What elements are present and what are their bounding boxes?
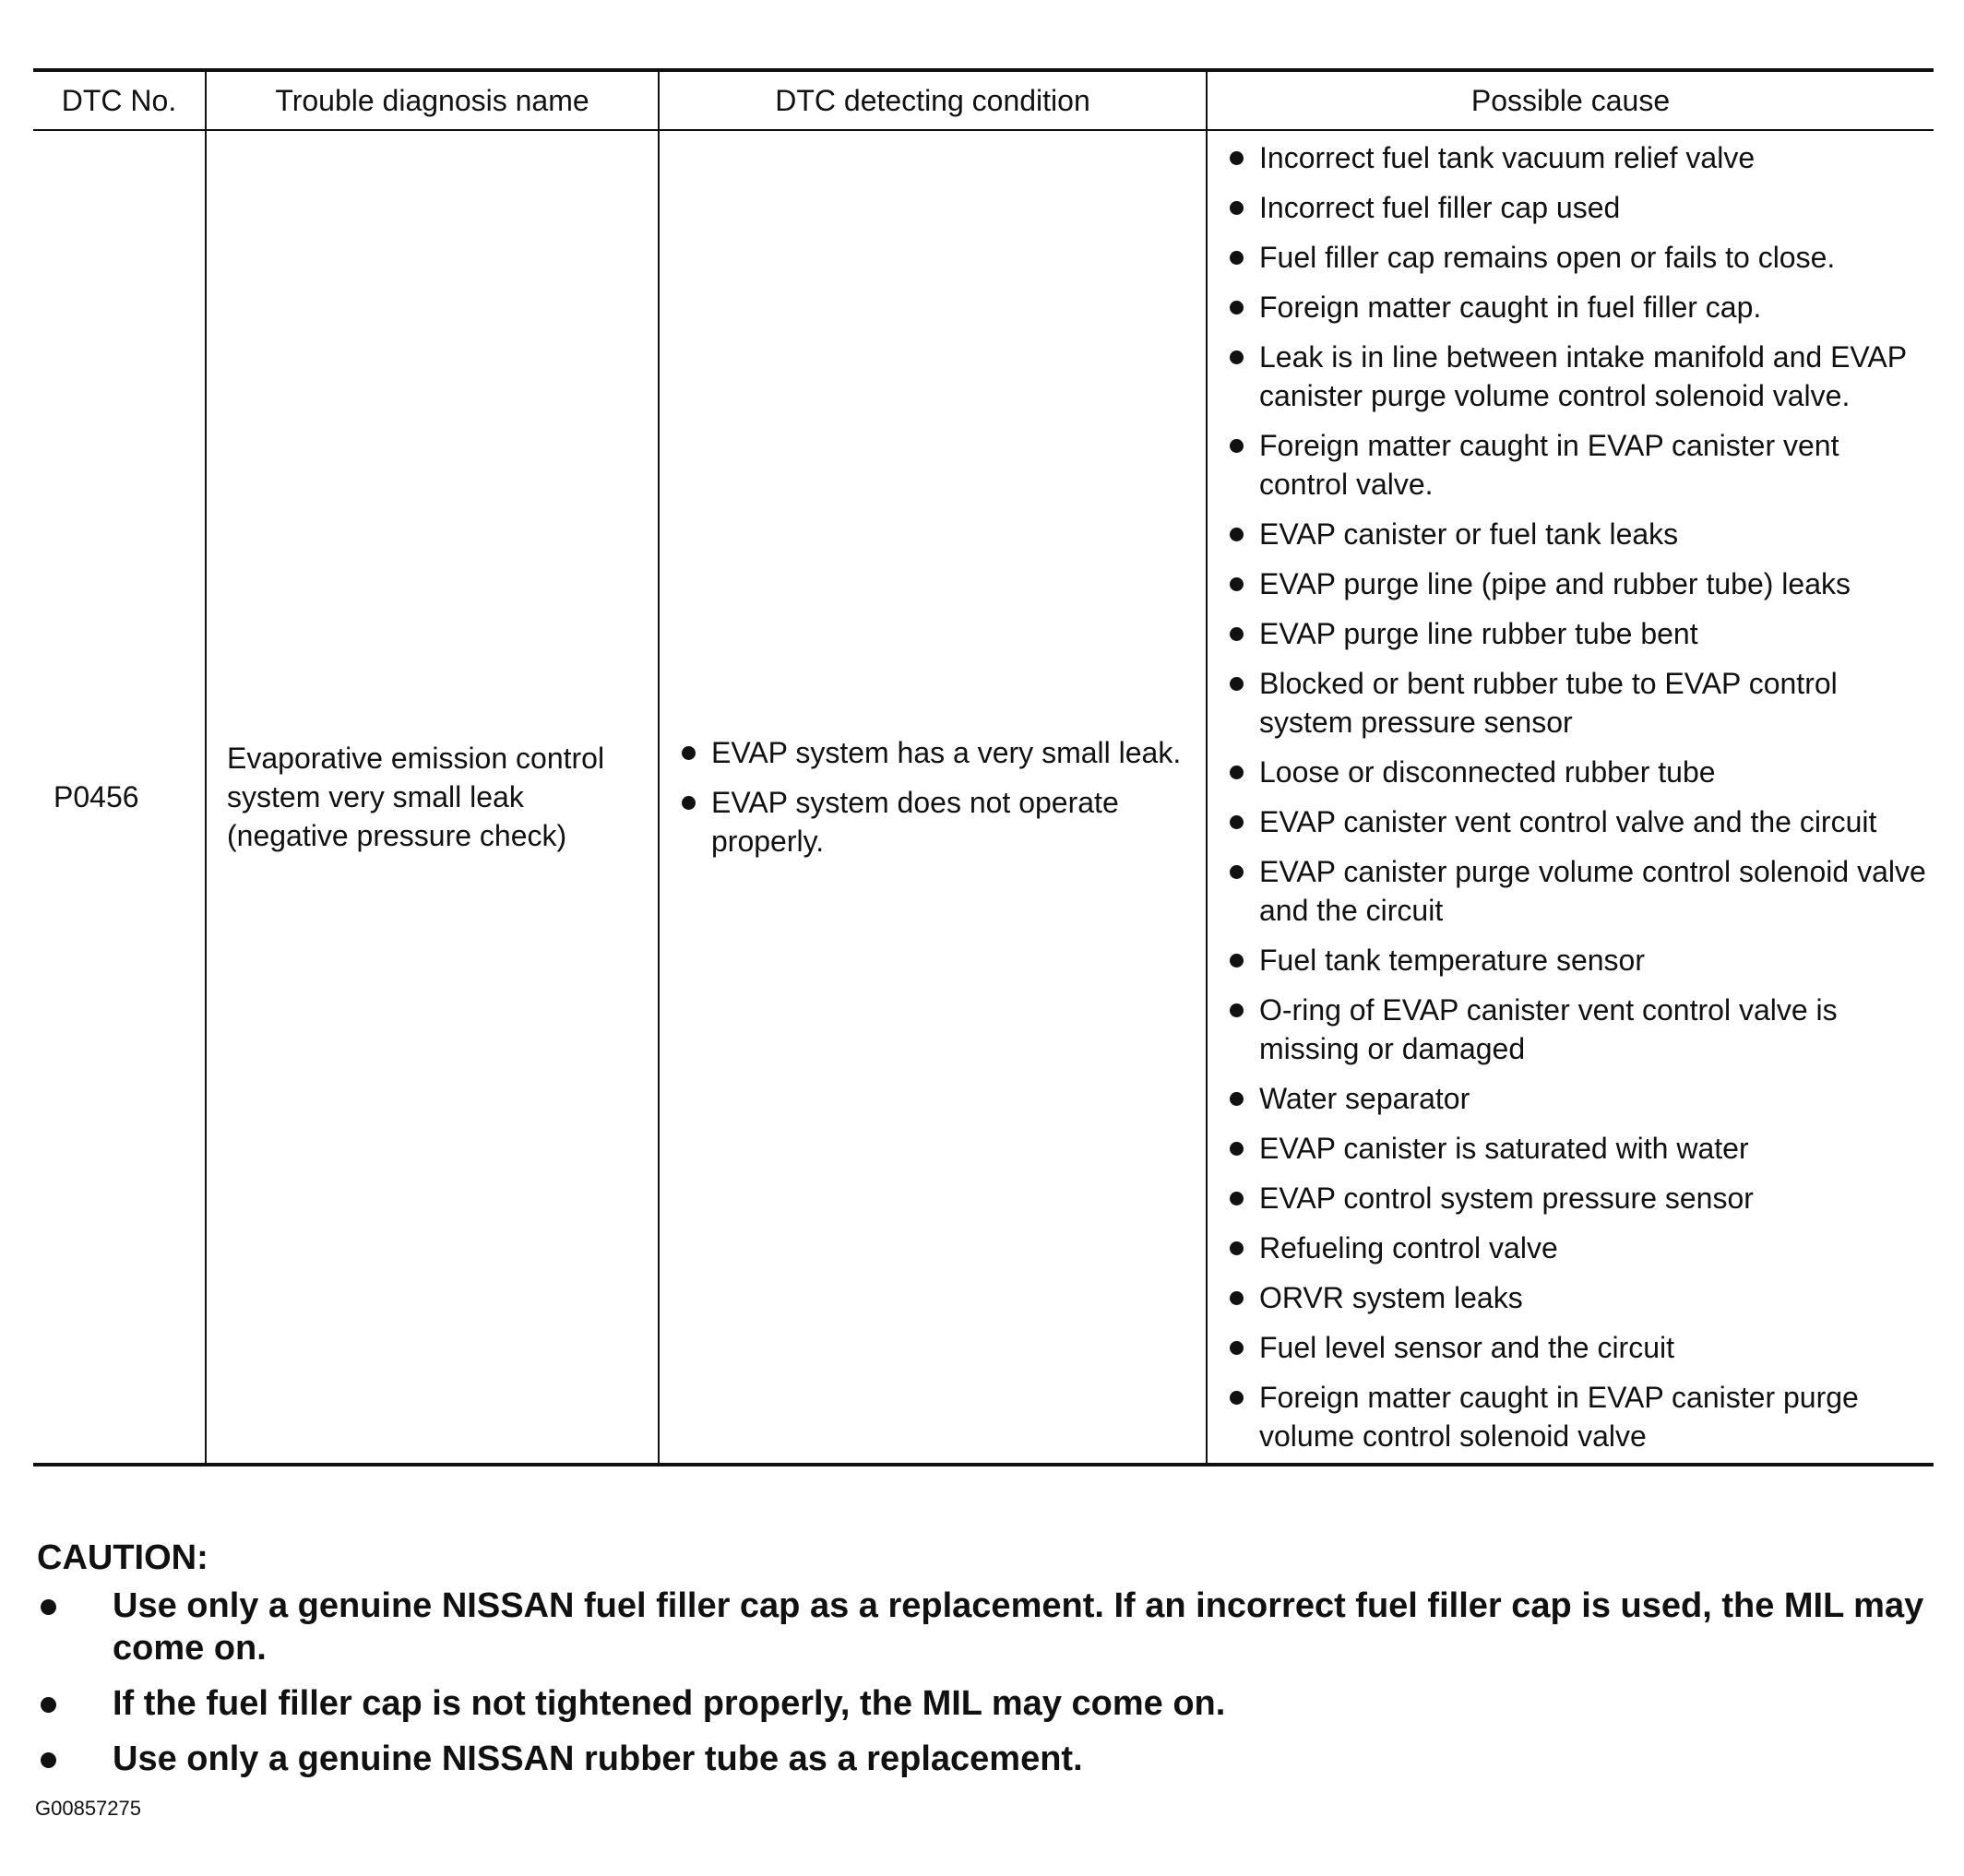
list-item	[1228, 288, 1926, 327]
bullet-icon	[1230, 1092, 1244, 1106]
list-item	[37, 1682, 1956, 1725]
list-item	[1228, 138, 1926, 177]
caution-text: Use only a genuine NISSAN rubber tube as a replacement.	[113, 1739, 1083, 1778]
cause-list	[1228, 138, 1926, 1455]
header-possible-cause: Possible cause	[1207, 70, 1934, 130]
bullet-icon	[1230, 151, 1244, 165]
detecting-condition-cell	[659, 130, 1207, 1465]
condition-list	[680, 733, 1196, 861]
bullet-icon	[1230, 627, 1244, 641]
bullet-icon	[1230, 1192, 1244, 1205]
bullet-icon	[1230, 577, 1244, 591]
cause-text: EVAP canister or fuel tank leaks	[1259, 517, 1679, 551]
header-dtc-no: DTC No.	[33, 70, 206, 130]
bullet-icon	[1230, 301, 1244, 315]
list-item	[1228, 1129, 1926, 1168]
bullet-icon	[1230, 528, 1244, 541]
cause-text: Loose or disconnected rubber tube	[1259, 755, 1716, 789]
list-item	[1228, 1179, 1926, 1217]
cause-text: Refueling control valve	[1259, 1231, 1558, 1265]
list-item	[1228, 188, 1926, 227]
bullet-icon	[1230, 251, 1244, 265]
bullet-icon	[41, 1599, 56, 1615]
cause-text: EVAP canister vent control valve and the circuit	[1259, 805, 1877, 838]
cause-text: Blocked or bent rubber tube to EVAP control system pressure sensor	[1259, 667, 1838, 739]
bullet-icon	[1230, 1341, 1244, 1355]
table-row	[33, 130, 1934, 1465]
caution-list	[37, 1585, 1956, 1780]
cause-text: Fuel filler cap remains open or fails to close.	[1259, 241, 1836, 274]
cause-text: Leak is in line between intake manifold and EVAP canister purge volume control solenoid valve.	[1259, 340, 1907, 412]
condition-text: EVAP system has a very small leak.	[711, 736, 1182, 769]
list-item	[680, 733, 1196, 772]
cause-text: EVAP purge line rubber tube bent	[1259, 617, 1698, 650]
list-item	[37, 1738, 1956, 1780]
figure-id: G00857275	[35, 1797, 141, 1820]
bullet-icon	[1230, 201, 1244, 215]
caution-text: Use only a genuine NISSAN fuel filler cap as a replacement. If an incorrect fuel filler cap is used, the MIL may come on.	[113, 1586, 1924, 1668]
bullet-icon	[1230, 954, 1244, 968]
list-item	[1228, 1229, 1926, 1267]
caution-title: CAUTION:	[37, 1538, 208, 1577]
bullet-icon	[1230, 1142, 1244, 1156]
caution-section	[37, 1537, 1956, 1793]
cause-text: Fuel level sensor and the circuit	[1259, 1331, 1674, 1364]
bullet-icon	[1230, 766, 1244, 779]
cause-text: Fuel tank temperature sensor	[1259, 944, 1645, 977]
bullet-icon	[682, 746, 696, 760]
cause-text: EVAP canister purge volume control solenoid valve and the circuit	[1259, 855, 1926, 927]
diagnosis-name: Evaporative emission control system very small leak (negative pressure check)	[206, 130, 659, 1465]
table-header-row	[33, 70, 1934, 130]
list-item	[1228, 753, 1926, 791]
cause-text: ORVR system leaks	[1259, 1281, 1523, 1314]
bullet-icon	[1230, 350, 1244, 364]
bullet-icon	[1230, 677, 1244, 691]
list-item	[1228, 1079, 1926, 1118]
cause-text: EVAP control system pressure sensor	[1259, 1181, 1754, 1215]
list-item	[37, 1585, 1956, 1669]
list-item	[1228, 802, 1926, 841]
cause-text: EVAP canister is saturated with water	[1259, 1132, 1749, 1165]
list-item	[1228, 991, 1926, 1068]
list-item	[1228, 515, 1926, 553]
bullet-icon	[41, 1752, 56, 1768]
bullet-icon	[1230, 865, 1244, 879]
cause-text: Foreign matter caught in EVAP canister vent control valve.	[1259, 429, 1839, 501]
dtc-table-container	[33, 68, 1934, 1466]
cause-text: Water separator	[1259, 1082, 1470, 1115]
list-item	[1228, 1278, 1926, 1317]
cause-text: O-ring of EVAP canister vent control valve is missing or damaged	[1259, 993, 1838, 1065]
list-item	[1228, 852, 1926, 930]
bullet-icon	[1230, 815, 1244, 829]
cause-text: Incorrect fuel filler cap used	[1259, 191, 1621, 224]
list-item	[1228, 338, 1926, 415]
cause-text: Incorrect fuel tank vacuum relief valve	[1259, 141, 1756, 174]
list-item	[1228, 664, 1926, 742]
cause-text: Foreign matter caught in EVAP canister purge volume control solenoid valve	[1259, 1381, 1859, 1453]
condition-text: EVAP system does not operate properly.	[711, 786, 1119, 858]
list-item	[1228, 238, 1926, 277]
bullet-icon	[682, 796, 696, 810]
bullet-icon	[1230, 1291, 1244, 1305]
dtc-code: P0456	[54, 780, 139, 813]
list-item	[1228, 426, 1926, 504]
bullet-icon	[1230, 1391, 1244, 1405]
bullet-icon	[1230, 439, 1244, 453]
dtc-table	[33, 68, 1934, 1466]
caution-text: If the fuel filler cap is not tightened properly, the MIL may come on.	[113, 1684, 1226, 1723]
list-item	[1228, 614, 1926, 653]
bullet-icon	[1230, 1003, 1244, 1017]
header-diagnosis-name: Trouble diagnosis name	[206, 70, 659, 130]
list-item	[1228, 1378, 1926, 1455]
cause-text: Foreign matter caught in fuel filler cap.	[1259, 291, 1762, 324]
list-item	[1228, 564, 1926, 603]
bullet-icon	[1230, 1241, 1244, 1255]
cause-text: EVAP purge line (pipe and rubber tube) leaks	[1259, 567, 1851, 600]
header-detecting-condition: DTC detecting condition	[659, 70, 1207, 130]
list-item	[680, 783, 1196, 861]
list-item	[1228, 941, 1926, 980]
list-item	[1228, 1328, 1926, 1367]
bullet-icon	[41, 1697, 56, 1713]
possible-cause-cell	[1207, 130, 1934, 1465]
